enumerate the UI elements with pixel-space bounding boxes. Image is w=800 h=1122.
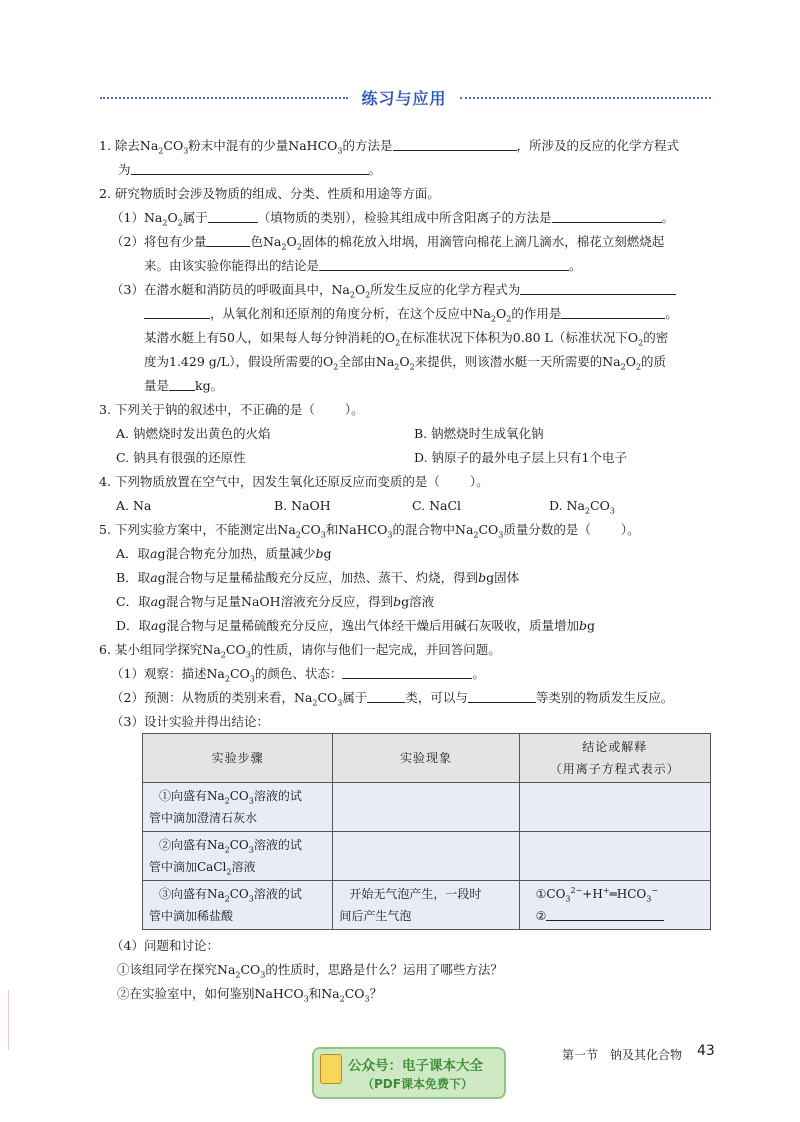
q2-blank-mass[interactable] xyxy=(169,378,195,391)
page-number: 43 xyxy=(697,1043,715,1059)
q1-line1: 1. 除去$Na_2CO_3$粉末中混有的少量NaHCO$_3$的方法是 ，所涉及的反应的化学方程式 xyxy=(99,138,680,156)
q2-sub3-line2: ，从氧化剂和还原剂的角度分析，在这个反应中$Na_2O_2$的作用是 。 xyxy=(144,305,678,323)
q3-option-b[interactable]: B. 钠燃烧时生成氧化钠 xyxy=(414,426,544,441)
book-icon xyxy=(320,1054,342,1084)
q2-blank-test-method[interactable] xyxy=(552,210,662,223)
table-row xyxy=(143,881,711,930)
q6-blank-react-with[interactable] xyxy=(468,690,536,703)
row1-phenomenon[interactable] xyxy=(333,783,519,832)
row2-phenomenon[interactable] xyxy=(333,832,519,881)
header-phenomena: 实验现象 xyxy=(333,734,519,783)
header-steps: 实验步骤 xyxy=(143,734,333,783)
watermark-line2: （PDF课本免费下） xyxy=(362,1077,473,1091)
row3-conclusion: $①CO_3^{2-}+H^+═HCO_3^-$ ② xyxy=(519,881,710,930)
q5-option-b[interactable]: B．取ag混合物与足量稀盐酸充分反应，加热、蒸干、灼烧，得到bg固体 xyxy=(116,570,520,585)
page-title: 练习与应用 xyxy=(361,89,447,108)
q2-blank-category[interactable] xyxy=(208,210,258,223)
row2-step: ②向盛有$Na_2CO_3$溶液的试 管中滴加CaCl$_2$溶液 xyxy=(143,832,333,881)
q4-option-c[interactable]: C. NaCl xyxy=(412,498,462,513)
q2-sub2-line2: 来。由该实验你能得出的结论是 。 xyxy=(144,258,582,273)
q2-sub3-line3: 某潜水艇上有50人，如果每人每分钟消耗的$O_2$在标准状况下体积为0.80 L（标准状况下$O_2$的密 xyxy=(144,330,669,348)
table-header-row xyxy=(143,734,711,783)
q2-blank-equation-cont[interactable] xyxy=(144,306,210,319)
watermark-line1: 公众号：电子课本大全 xyxy=(348,1058,483,1074)
q4-stem: 4. 下列物质放置在空气中，因发生氧化还原反应而变质的是（ ）。 xyxy=(99,474,489,489)
row2-conclusion[interactable] xyxy=(519,832,710,881)
q6-discussion-2: ②在实验室中，如何鉴别NaHCO$_3$和$Na_2CO_3$？ xyxy=(117,986,383,1004)
header-dots-right xyxy=(460,97,711,99)
q5-option-d[interactable]: D．取ag混合物与足量稀硫酸充分反应，逸出气体经干燥后用碱石灰吸收，质量增加bg xyxy=(116,618,596,633)
q4-option-a[interactable]: A. Na xyxy=(116,498,152,513)
table-row xyxy=(143,832,711,881)
row3-step: ③向盛有$Na_2CO_3$溶液的试 管中滴加稀盐酸 xyxy=(143,881,333,930)
q5-option-c[interactable]: C．取ag混合物与足量NaOH溶液充分反应，得到bg溶液 xyxy=(116,594,435,609)
q2-sub3-line4: 度为1.429 g/L），假设所需要的$O_2$全部由$Na_2O_2$来提供，则该潜水艇一天所需要的$Na_2O_2$的质 xyxy=(144,354,667,372)
q6-sub2: （2）预测：从物质的类别来看，$Na_2CO_3$属于 类，可以与 等类别的物质发生反应。 xyxy=(111,690,674,708)
q2-blank-equation[interactable] xyxy=(520,282,676,295)
row1-conclusion[interactable] xyxy=(519,783,710,832)
q2-sub3-line5: 量是 kg。 xyxy=(144,378,224,393)
q1-line2: 为 。 xyxy=(118,162,382,177)
q2-blank-role[interactable] xyxy=(561,306,665,319)
q2-blank-color[interactable] xyxy=(206,234,250,247)
q2-sub2-line1: （2）将包有少量 色$Na_2O_2$固体的棉花放入坩埚，用滴管向棉花上滴几滴水，棉花立刻燃烧起 xyxy=(111,234,665,252)
q2-sub1: $(1)Na_2O_2$属于 （填物质的类别），检验其组成中所含阳离子的方法是 。 xyxy=(111,210,675,228)
q4-option-b[interactable]: B. NaOH xyxy=(274,498,331,513)
q5-option-a[interactable]: A．取ag混合物充分加热，质量减少bg xyxy=(116,546,332,561)
q2-stem: 2. 研究物质时会涉及物质的组成、分类、性质和用途等方面。 xyxy=(99,186,440,201)
table-row xyxy=(143,783,711,832)
experiment-table xyxy=(142,733,711,930)
watermark-badge xyxy=(312,1047,506,1099)
q6-blank-observation[interactable] xyxy=(342,666,472,679)
q5-stem: 5. 下列实验方案中，不能测定出$Na_2CO_3$和NaHCO$_3$的混合物中$Na_2CO_3$质量分数的是（ ）。 xyxy=(99,522,640,540)
q1-blank-equation[interactable] xyxy=(131,162,369,175)
q4-option-d[interactable]: D. $Na_2CO_3$ xyxy=(549,498,615,516)
row3-phenomenon: 开始无气泡产生，一段时 间后产生气泡 xyxy=(333,881,519,930)
q6-blank-class[interactable] xyxy=(367,690,405,703)
q6-stem: 6. 某小组同学探究$Na_2CO_3$的性质，请你与他们一起完成，并回答问题。 xyxy=(99,642,501,660)
q6-sub3: （3）设计实验并得出结论： xyxy=(111,714,269,729)
q3-option-a[interactable]: A. 钠燃烧时发出黄色的火焰 xyxy=(116,426,271,441)
margin-line xyxy=(8,990,9,1050)
q2-blank-conclusion[interactable] xyxy=(319,258,569,271)
row3-blank-equation[interactable] xyxy=(546,908,664,921)
q6-sub4: （4）问题和讨论： xyxy=(111,938,219,953)
header-dots-left xyxy=(100,97,348,99)
section-footer: 第一节 钠及其化合物 xyxy=(562,1048,683,1062)
q6-discussion-1: ①该组同学在探究$Na_2CO_3$的性质时，思路是什么？运用了哪些方法？ xyxy=(117,962,503,980)
q6-sub1: （1）观察：描述$Na_2CO_3$的颜色、状态： 。 xyxy=(111,666,485,684)
q3-option-c[interactable]: C. 钠具有很强的还原性 xyxy=(116,450,246,465)
header-conclusion: 结论或解释 （用离子方程式表示） xyxy=(519,734,710,783)
row1-step: ①向盛有$Na_2CO_3$溶液的试 管中滴加澄清石灰水 xyxy=(143,783,333,832)
q3-option-d[interactable]: D. 钠原子的最外电子层上只有1个电子 xyxy=(414,450,627,465)
q1-blank-method[interactable] xyxy=(393,138,517,151)
q2-sub3-line1: （3）在潜水艇和消防员的呼吸面具中，$Na_2O_2$所发生反应的化学方程式为 xyxy=(111,281,676,299)
q3-stem: 3. 下列关于钠的叙述中，不正确的是（ ）。 xyxy=(99,402,364,417)
